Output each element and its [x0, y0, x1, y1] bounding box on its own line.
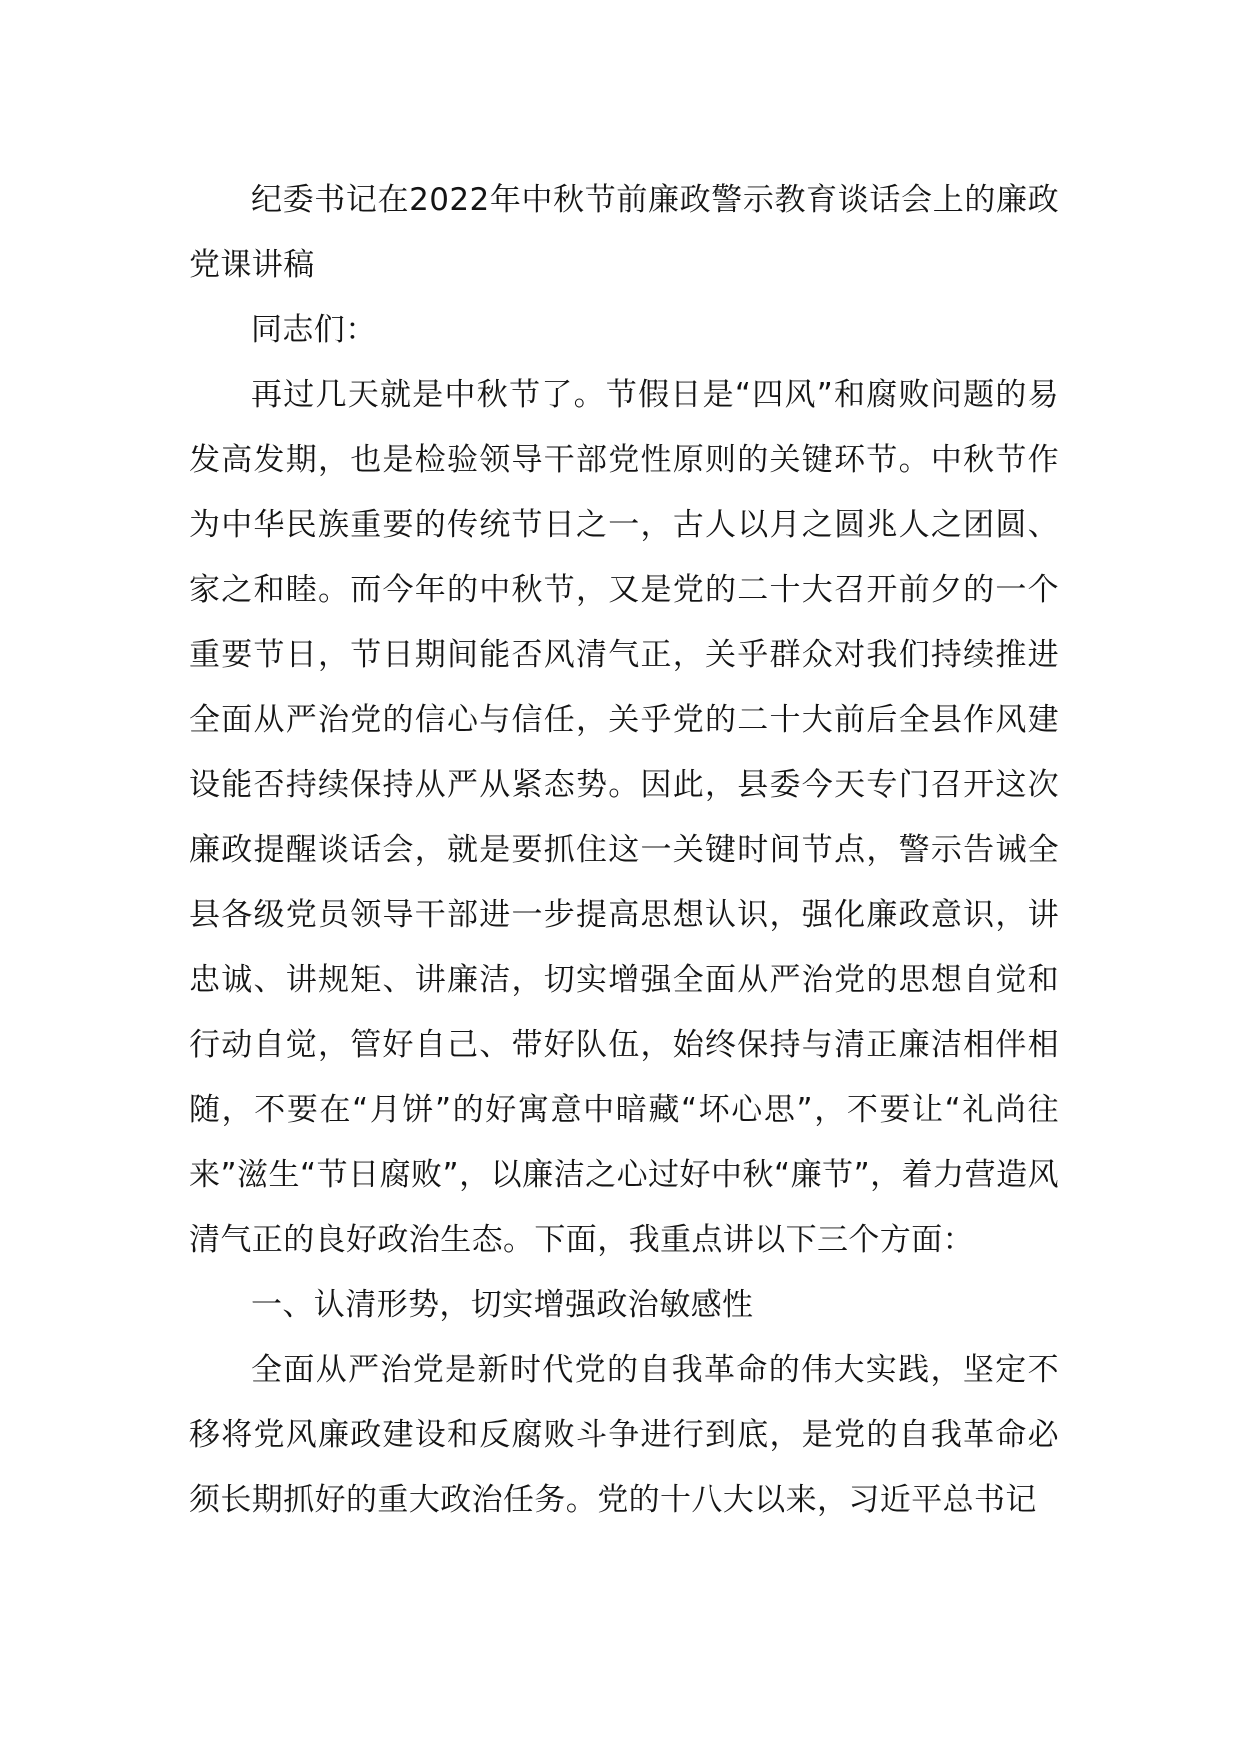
- body-paragraph: 再过几天就是中秋节了。节假日是“四风”和腐败问题的易发高发期，也是检验领导干部党性原则的关键环节。中秋节作为中华民族重要的传统节日之一，古人以月之圆兆人之团圆、家之和睦。而今年的中秋节，又是党的二十大召开前夕的一个重要节日，节日期间能否风清气正，关乎群众对我们持续推进全面从严治党的信心与信任，关乎党的二十大前后全县作风建设能否持续保持从严从紧态势。因此，县委今天专门召开这次廉政提醒谈话会，就是要抓住这一关键时间节点，警示告诫全县各级党员领导干部进一步提高思想认识，强化廉政意识，讲忠诚、讲规矩、讲廉洁，切实增强全面从严治党的思想自觉和行动自觉，管好自己、带好队伍，始终保持与清正廉洁相伴相随，不要在“月饼”的好寓意中暗藏“坏心思”，不要让“礼尚往来”滋生“节日腐败”，以廉洁之心过好中秋“廉节”，着力营造风清气正的良好政治生态。下面，我重点讲以下三个方面：: [189, 377, 1059, 1258]
- greeting: 同志们：: [251, 312, 377, 348]
- document-title: 纪委书记在2022年中秋节前廉政警示教育谈话会上的廉政党课讲稿: [189, 182, 1059, 283]
- document-body: [189, 168, 1059, 1533]
- section-heading: 一、认清形势，切实增强政治敏感性: [251, 1287, 754, 1323]
- section-paragraph: 全面从严治党是新时代党的自我革命的伟大实践，坚定不移将党风廉政建设和反腐败斗争进行到底，是党的自我革命必须长期抓好的重大政治任务。党的十八大以来，习近平总书记: [189, 1352, 1059, 1518]
